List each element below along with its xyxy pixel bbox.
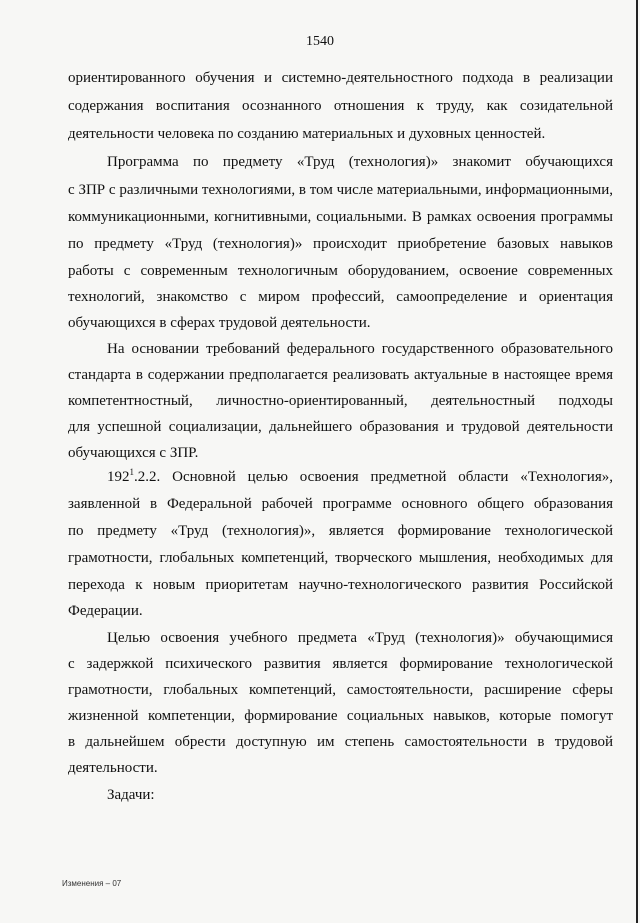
page-edge [636,0,638,923]
text-line: обучающихся с ЗПР. [68,445,199,461]
page-number: 1540 [306,34,334,49]
text-line: Целью освоения учебного предмета «Труд (технология)» обучающимися [107,630,613,646]
footer-revision: Изменения – 07 [62,879,122,888]
text-line: На основании требований федерального государственного образовательного [107,341,613,357]
text-line: с задержкой психического развития является формирование технологической [68,656,613,672]
text-line: работы с современным технологичным оборудованием, освоение современных [68,263,613,279]
section-number-superscript: 1 [129,468,134,477]
text-line: для успешной социализации, дальнейшего образования и трудовой деятельности [68,419,613,435]
text-line: обучающихся в сферах трудовой деятельности. [68,315,371,331]
text-line: деятельности человека по созданию материальных и духовных ценностей. [68,126,546,142]
tasks-heading: Задачи: [107,787,155,803]
text-line: грамотности, глобальных компетенций, творческого мышления, необходимых для [68,550,613,566]
text-line: Программа по предмету «Труд (технология)» знакомит обучающихся [107,154,613,170]
text-line: ориентированного обучения и системно-деятельностного подхода в реализации [68,70,613,86]
text-line: деятельности. [68,760,158,776]
text-line: жизненной компетенции, формирование социальных навыков, которые помогут [68,708,613,724]
text-line: с ЗПР с различными технологиями, в том числе материальными, информационными, [68,182,613,198]
text-line: заявленной в Федеральной рабочей программе основного общего образования [68,496,613,512]
section-number: 192 [107,469,130,485]
text-line: грамотности, глобальных компетенций, самостоятельности, расширение сферы [68,682,613,698]
text-line: по предмету «Труд (технология)» происходит приобретение базовых навыков [68,236,613,252]
text-line: технологий, знакомство с миром профессий, самоопределение и ориентация [68,289,613,305]
text-line [107,468,613,486]
text-line: содержания воспитания осознанного отношения к труду, как созидательной [68,98,613,114]
text-line: по предмету «Труд (технология)», является формирование технологической [68,523,613,539]
text-line: Федерации. [68,603,143,619]
text-run: .2.2. Основной целью освоения предметной области «Технология», [134,469,613,485]
text-line: перехода к новым приоритетам научно-технологического развития Российской [68,577,613,593]
text-line: компетентностный, личностно-ориентированный, деятельностный подходы [68,393,613,409]
text-line: коммуникационными, когнитивными, социальными. В рамках освоения программы [68,209,613,225]
text-line: в дальнейшем обрести доступную им степень самостоятельности в трудовой [68,734,613,750]
text-line: стандарта в содержании предполагается реализовать актуальные в настоящее время [68,367,613,383]
